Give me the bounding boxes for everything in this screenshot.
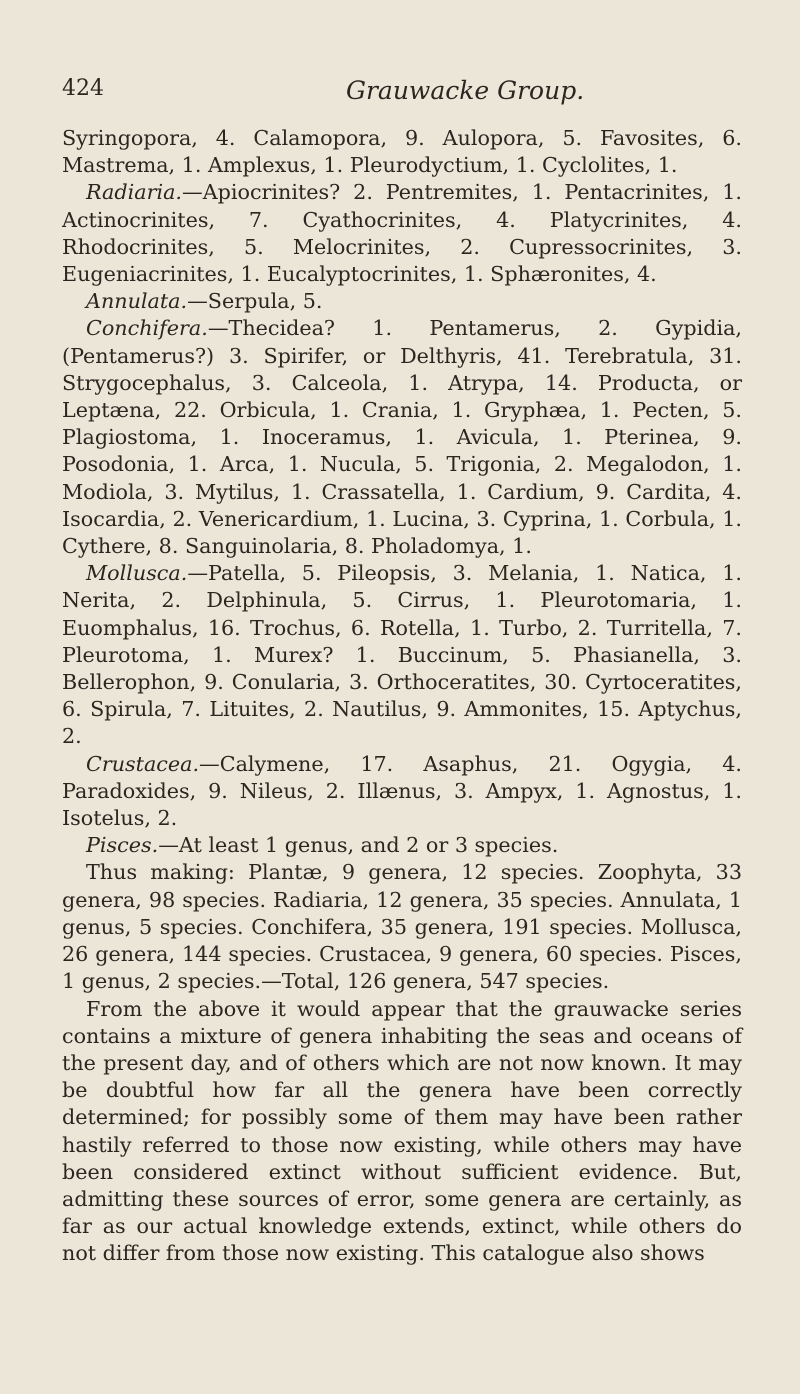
paragraph-lead: Pisces. (86, 833, 159, 858)
paragraph-totals (62, 859, 742, 995)
running-head: Grauwacke Group. (346, 76, 585, 105)
paragraph-mollusca (62, 560, 742, 750)
paragraph-lead: Annulata. (86, 289, 188, 314)
paragraph-conchifera (62, 315, 742, 560)
paragraph-text: —Calymene, 17. Asaphus, 21. Ogygia, 4. Paradoxides, 9. Nileus, 2. Illænus, 3. Ampyx, 1. Agnostus, 1. Isotelus, 2. (62, 751, 742, 831)
paragraph-radiaria (62, 179, 742, 288)
paragraph-text: —At least 1 genus, and 2 or 3 species. (158, 833, 559, 858)
paragraph-lead: Mollusca. (86, 561, 188, 586)
page-number: 424 (62, 76, 104, 101)
paragraph-lead: Conchifera. (86, 316, 208, 341)
paragraph-text: From the above it would appear that the grauwacke series contains a mixture of genera inhabiting the seas and oceans of the present day, and of others which are not now known. It may be doubtful how far all the genera have been correctly determined; for possibly some of them may have been rather hastily referred to those now existing, while others may have been considered extinct without sufficient evidence. But, admitting these sources of error, some genera are certainly, as far as our actual knowledge extends, extinct, while others do not differ from those now existing. This catalogue also shows (62, 996, 742, 1266)
body-text (62, 125, 742, 1268)
paragraph-lead: Crustacea. (86, 751, 200, 776)
paragraph-text: —Patella, 5. Pileopsis, 3. Melania, 1. Natica, 1. Nerita, 2. Delphinula, 5. Cirrus, 1. Pleurotomaria, 1. Euomphalus, 16. Trochus, 6. Rotella, 1. Turbo, 2. Turritella, 7. Pleurotoma, 1. Murex? 1. Buccinum, 5. Phasianella, 3. Bellerophon, 9. Conularia, 3. Orthoceratites, 30. Cyrtoceratites, 6. Spirula, 7. Lituites, 2. Nautilus, 9. Ammonites, 15. Aptychus, 2. (62, 561, 742, 749)
paragraph-text: Thus making: Plantæ, 9 genera, 12 species. Zoophyta, 33 genera, 98 species. Radiaria, 12 genera, 35 species. Annulata, 1 genus, 5 species. Conchifera, 35 genera, 191 species. Mollusca, 26 genera, 144 species. Crustacea, 9 genera, 60 species. Pisces, 1 genus, 2 species.—Total, 126 genera, 547 species. (62, 860, 742, 994)
paragraph-annulata (62, 288, 742, 315)
paragraph-text: —Serpula, 5. (187, 289, 323, 314)
paragraph-crustacea (62, 751, 742, 833)
paragraph-text: —Thecidea? 1. Pentamerus, 2. Gypidia, (Pentamerus?) 3. Spirifer, or Delthyris, 41. Terebratula, 31. Strygocephalus, 3. Calceola, 1. Atrypa, 14. Producta, or Leptæna, 22. Orbicula, 1. Crania, 1. Gryphæa, 1. Pecten, 5. Plagiostoma, 1. Inoceramus, 1. Avicula, 1. Pterinea, 9. Posodonia, 1. Arca, 1. Nucula, 5. Trigonia, 2. Megalodon, 1. Modiola, 3. Mytilus, 1. Crassatella, 1. Cardium, 9. Cardita, 4. Isocardia, 2. Venericardium, 1. Lucina, 3. Cyprina, 1. Corbula, 1. Cythere, 8. Sanguinolaria, 8. Pholadomya, 1. (62, 316, 742, 559)
paragraph-lead: Radiaria. (86, 180, 182, 205)
page-header (62, 76, 742, 106)
paragraph-text: —Apiocrinites? 2. Pentremites, 1. Pentacrinites, 1. Actinocrinites, 7. Cyathocrinites, 4. Platycrinites, 4. Rhodocrinites, 5. Melocrinites, 2. Cupressocrinites, 3. Eugeniacrinites, 1. Eucalyptocrinites, 1. Sphæronites, 4. (62, 180, 742, 287)
paragraph-discussion (62, 996, 742, 1268)
paragraph-pisces (62, 832, 742, 859)
paragraph-text: Syringopora, 4. Calamopora, 9. Aulopora, 5. Favosites, 6. Mastrema, 1. Amplexus, 1. Pleurodyctium, 1. Cyclolites, 1. (62, 126, 742, 178)
paragraph-zoophyta-continued (62, 125, 742, 179)
